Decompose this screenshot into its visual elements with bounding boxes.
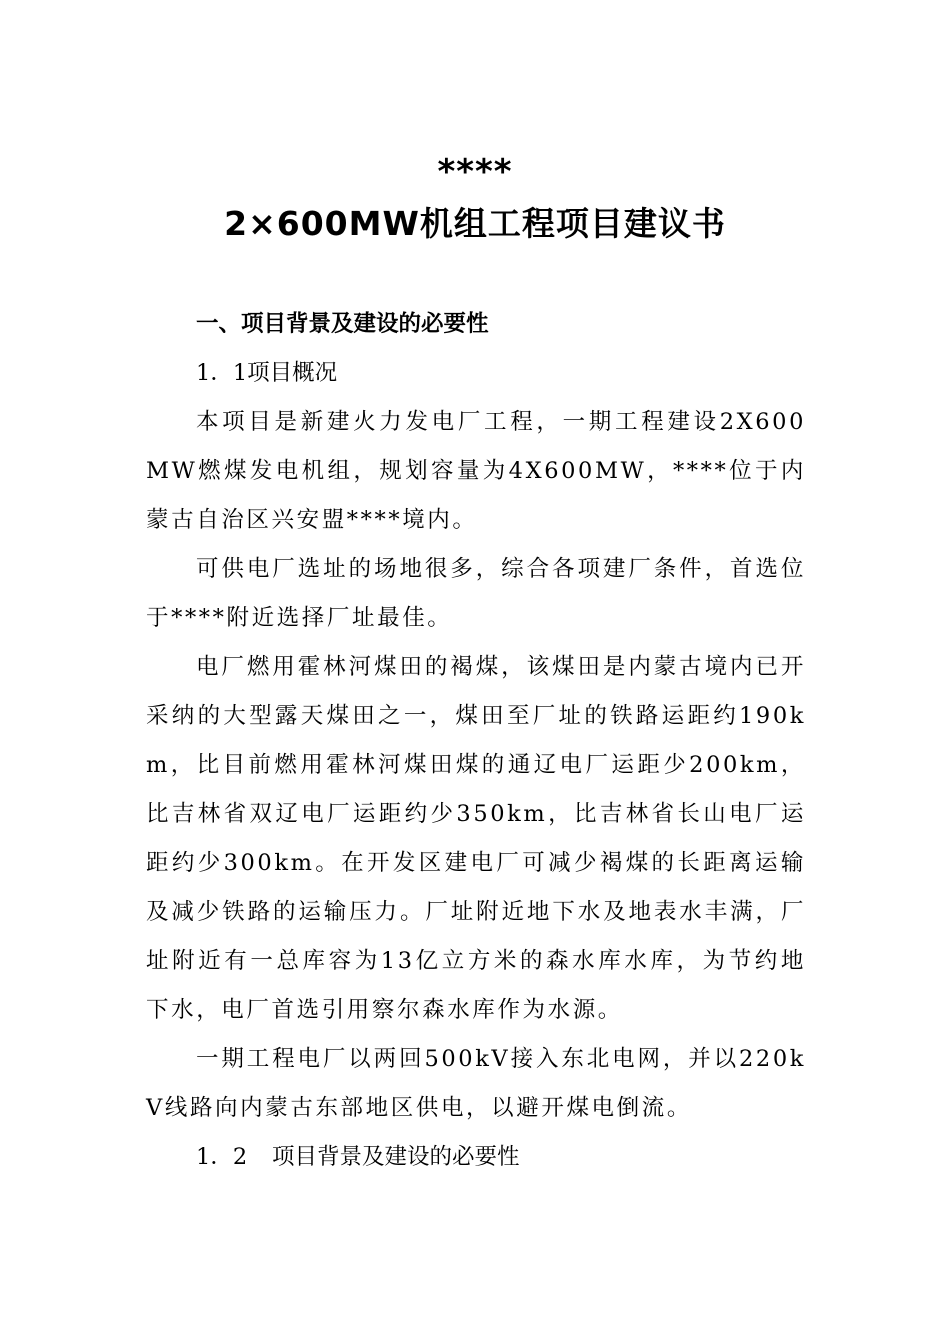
document-body: [146, 300, 806, 1182]
paragraph-coal-water-source: 电厂燃用霍林河煤田的褐煤，该煤田是内蒙古境内已开采纳的大型露天煤田之一，煤田至厂址的铁路运距约190km，比目前燃用霍林河煤田煤的通辽电厂运距少200km，比吉林省双辽电厂运距约少350km，比吉林省长山电厂运距约少300km。在开发区建电厂可减少褐煤的长距离运输及减少铁路的运输压力。厂址附近地下水及地表水丰满，厂址附近有一总库容为13亿立方米的森水库水库，为节约地下水，电厂首选引用察尔森水库作为水源。: [146, 654, 806, 1023]
paragraph-project-overview: 本项目是新建火力发电厂工程，一期工程建设2X600MW燃煤发电机组，规划容量为4X600MW，****位于内蒙古自治区兴安盟****境内。: [146, 409, 806, 533]
document-title-line-2: 2×600MW机组工程项目建议书: [224, 204, 726, 243]
subsection-heading-1-1: 1．1项目概况: [196, 360, 338, 386]
subsection-number: 1．2: [196, 1144, 248, 1170]
document-title-line-1: ****: [437, 152, 513, 192]
subsection-heading-1-2: [196, 1133, 806, 1182]
paragraph-site-selection: 可供电厂选址的场地很多，综合各项建厂条件，首选位于****附近选择厂址最佳。: [146, 556, 806, 631]
paragraph-grid-connection: 一期工程电厂以两回500kV接入东北电网，并以220kV线路向内蒙古东部地区供电，以避开煤电倒流。: [146, 1046, 806, 1121]
section-heading: 一、项目背景及建设的必要性: [196, 311, 489, 337]
subsection-title: 项目背景及建设的必要性: [272, 1144, 520, 1170]
